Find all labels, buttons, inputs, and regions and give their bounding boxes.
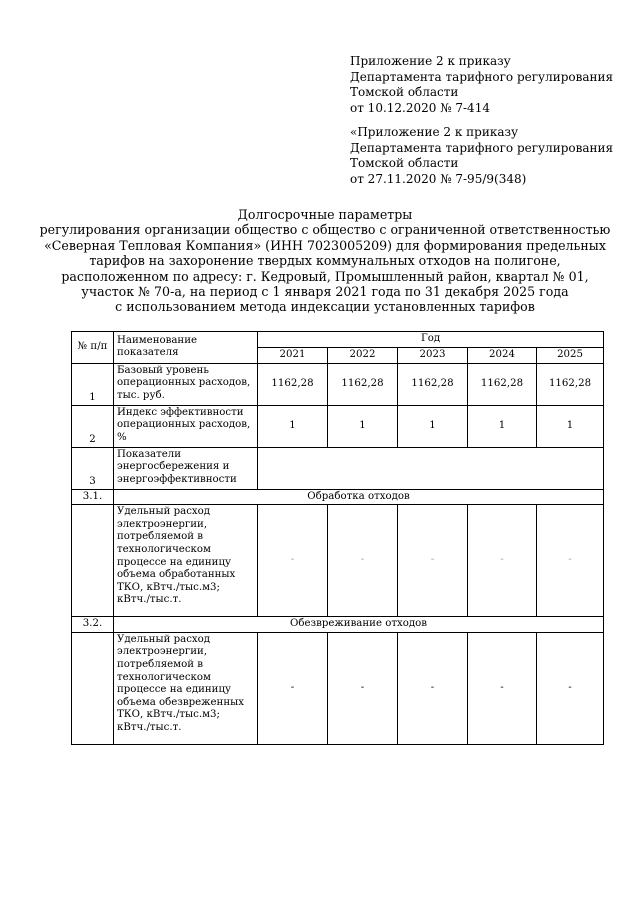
table-row <box>72 632 604 744</box>
row-name-line: Показатели <box>117 448 182 460</box>
row-name-line: операционных расходов, <box>117 377 251 389</box>
value-cell: 1162,28 <box>398 363 468 405</box>
row-name-line: процессе на единицу <box>117 556 232 568</box>
appendix-line: Приложение 2 к приказу <box>350 54 511 68</box>
appendix-amended-order <box>350 125 630 187</box>
row-name <box>114 447 258 489</box>
row-name-line: ТКО, кВтч./тыс.м3; <box>117 581 220 593</box>
value-cell: 1162,28 <box>258 363 328 405</box>
value-cell: - <box>328 505 398 617</box>
row-name-line: технологическом <box>117 671 211 683</box>
row-name-line: энергоэффективности <box>117 473 237 485</box>
row-number: 3 <box>72 447 114 489</box>
header-year: 2021 <box>258 347 328 363</box>
header-year: 2024 <box>468 347 537 363</box>
section-row <box>72 617 604 633</box>
row-number: 2 <box>72 405 114 447</box>
appendix-line: Томской области <box>350 156 459 171</box>
row-name-line: Индекс эффективности <box>117 406 244 418</box>
row-number-empty <box>72 632 114 744</box>
appendix-line: Департамента тарифного регулирования <box>350 140 614 155</box>
row-name-line: процессе на единицу <box>117 684 232 696</box>
row-name-line: кВтч./тыс.т. <box>117 594 182 606</box>
row-name-line: объема обработанных <box>117 569 236 581</box>
value-cell: 1162,28 <box>328 363 398 405</box>
appendix-line: Томской области <box>350 85 459 100</box>
appendix-line: от 10.12.2020 № 7-414 <box>350 100 490 115</box>
header-year: 2022 <box>328 347 398 363</box>
table-row <box>72 405 604 447</box>
row-name-line: ТКО, кВтч./тыс.м3; <box>117 709 220 721</box>
row-name <box>114 632 258 744</box>
row-name-line: потребляемой в <box>117 531 203 543</box>
appendix-line: Департамента тарифного регулирования <box>350 69 614 84</box>
value-cell: 1 <box>468 405 537 447</box>
row-number-empty <box>72 505 114 617</box>
empty-values-cell <box>258 447 604 489</box>
table-row <box>72 505 604 617</box>
table-row <box>72 447 604 489</box>
row-number: 1 <box>72 363 114 405</box>
title-line: тарифов на захоронение твердых коммунальных отходов на полигоне, <box>89 253 561 269</box>
section-title: Обезвреживание отходов <box>114 617 604 633</box>
header-year-group: Год <box>258 332 604 348</box>
row-name <box>114 405 258 447</box>
section-number: 3.2. <box>72 617 114 633</box>
value-cell: - <box>328 632 398 744</box>
header-num: № п/п <box>72 332 114 364</box>
appendix-line: «Приложение 2 к приказу <box>350 125 519 139</box>
row-name <box>114 363 258 405</box>
value-cell: - <box>258 505 328 617</box>
table-header-row <box>72 332 604 348</box>
title-line: с использованием метода индексации установленных тарифов <box>115 299 535 315</box>
row-name-line: объема обезвреженных <box>117 696 244 708</box>
value-cell: - <box>258 632 328 744</box>
row-name-line: потребляемой в <box>117 658 203 670</box>
appendix-current-order <box>350 54 630 116</box>
row-name-line: Базовый уровень <box>117 364 209 376</box>
value-cell: - <box>468 505 537 617</box>
value-cell: - <box>398 505 468 617</box>
title-line: расположенном по адресу: г. Кедровый, Промышленный район, квартал № 01, <box>61 268 589 284</box>
document-title <box>20 207 630 315</box>
parameters-table <box>71 331 604 745</box>
value-cell: 1 <box>537 405 604 447</box>
row-name-line: кВтч./тыс.т. <box>117 721 182 733</box>
value-cell: 1 <box>258 405 328 447</box>
row-name-line: энергосбережения и <box>117 461 230 473</box>
row-name-line: электроэнергии, <box>117 518 208 530</box>
table-row <box>72 363 604 405</box>
row-name <box>114 505 258 617</box>
header-name: Наименование показателя <box>114 332 258 364</box>
section-title: Обработка отходов <box>114 489 604 505</box>
value-cell: 1 <box>328 405 398 447</box>
header-year: 2025 <box>537 347 604 363</box>
appendix-line: от 27.11.2020 № 7-95/9(348) <box>350 171 527 186</box>
value-cell: - <box>468 632 537 744</box>
row-name-line: Удельный расход <box>117 506 211 518</box>
row-name-line: тыс. руб. <box>117 389 165 401</box>
title-line: регулирования организации общество с общество с ограниченной ответственностью <box>39 222 611 238</box>
section-number: 3.1. <box>72 489 114 505</box>
row-name-line: технологическом <box>117 543 211 555</box>
row-name-line: % <box>117 431 127 443</box>
row-name-line: электроэнергии, <box>117 646 208 658</box>
title-line: участок № 70-а, на период с 1 января 2021 года по 31 декабря 2025 года <box>81 284 569 300</box>
row-name-line: Удельный расход <box>117 633 211 645</box>
title-line: «Северная Тепловая Компания» (ИНН 7023005209) для формирования предельных <box>44 237 606 253</box>
header-year: 2023 <box>398 347 468 363</box>
title-line: Долгосрочные параметры <box>237 207 413 222</box>
row-name-line: операционных расходов, <box>117 419 251 431</box>
value-cell: 1 <box>398 405 468 447</box>
value-cell: - <box>537 505 604 617</box>
value-cell: - <box>398 632 468 744</box>
value-cell: 1162,28 <box>468 363 537 405</box>
section-row <box>72 489 604 505</box>
value-cell: - <box>537 632 604 744</box>
value-cell: 1162,28 <box>537 363 604 405</box>
